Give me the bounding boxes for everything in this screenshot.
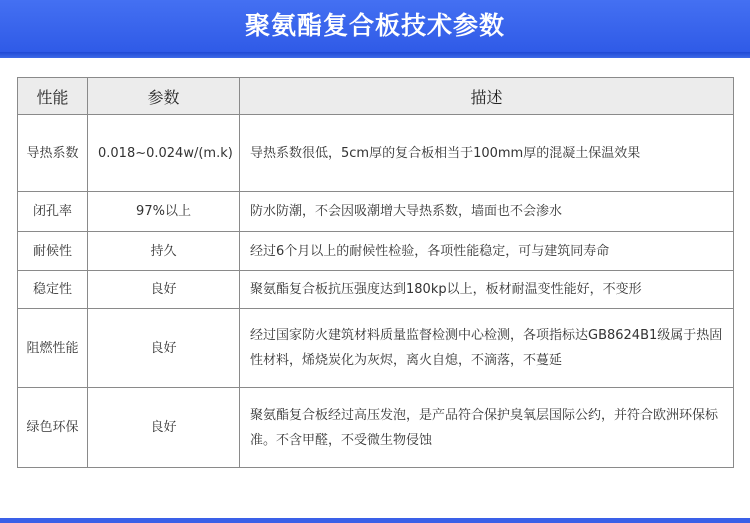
- table-row: [18, 388, 734, 468]
- row-name: 稳定性: [18, 271, 88, 309]
- row-param: 良好: [88, 309, 240, 388]
- table-row: [18, 115, 734, 192]
- row-name: 耐候性: [18, 232, 88, 271]
- table-row: [18, 232, 734, 271]
- row-name: 闭孔率: [18, 192, 88, 232]
- row-desc: 经过6个月以上的耐候性检验，各项性能稳定，可与建筑同寿命: [240, 232, 734, 271]
- table-row: [18, 309, 734, 388]
- banner-shadow: [0, 52, 750, 58]
- page-title: 聚氨酯复合板技术参数: [244, 11, 505, 40]
- spec-table: [17, 77, 734, 468]
- header-description: 描述: [240, 78, 734, 115]
- table-header-row: [18, 78, 734, 115]
- row-desc: 聚氨酯复合板抗压强度达到180kp以上，板材耐温变性能好，不变形: [240, 271, 734, 309]
- row-desc: 聚氨酯复合板经过高压发泡，是产品符合保护臭氧层国际公约，并符合欧洲环保标准。不含甲醛，不受微生物侵蚀: [240, 388, 734, 468]
- row-desc: 防水防潮，不会因吸潮增大导热系数，墙面也不会渗水: [240, 192, 734, 232]
- row-param: 良好: [88, 271, 240, 309]
- header-performance: 性能: [18, 78, 88, 115]
- row-desc: 经过国家防火建筑材料质量监督检测中心检测，各项指标达GB8624B1级属于热固性材料，烯烧炭化为灰烬，离火自熄，不滴落，不蔓延: [240, 309, 734, 388]
- row-name: 绿色环保: [18, 388, 88, 468]
- table-row: [18, 192, 734, 232]
- header-parameter: 参数: [88, 78, 240, 115]
- bottom-accent-bar: [0, 518, 750, 523]
- row-name: 导热系数: [18, 115, 88, 192]
- row-param: 0.018~0.024w/(m.k): [88, 115, 240, 192]
- row-param: 持久: [88, 232, 240, 271]
- row-desc: 导热系数很低，5cm厚的复合板相当于100mm厚的混凝土保温效果: [240, 115, 734, 192]
- row-param: 良好: [88, 388, 240, 468]
- table-row: [18, 271, 734, 309]
- row-name: 阻燃性能: [18, 309, 88, 388]
- title-banner: [0, 0, 750, 58]
- row-param: 97%以上: [88, 192, 240, 232]
